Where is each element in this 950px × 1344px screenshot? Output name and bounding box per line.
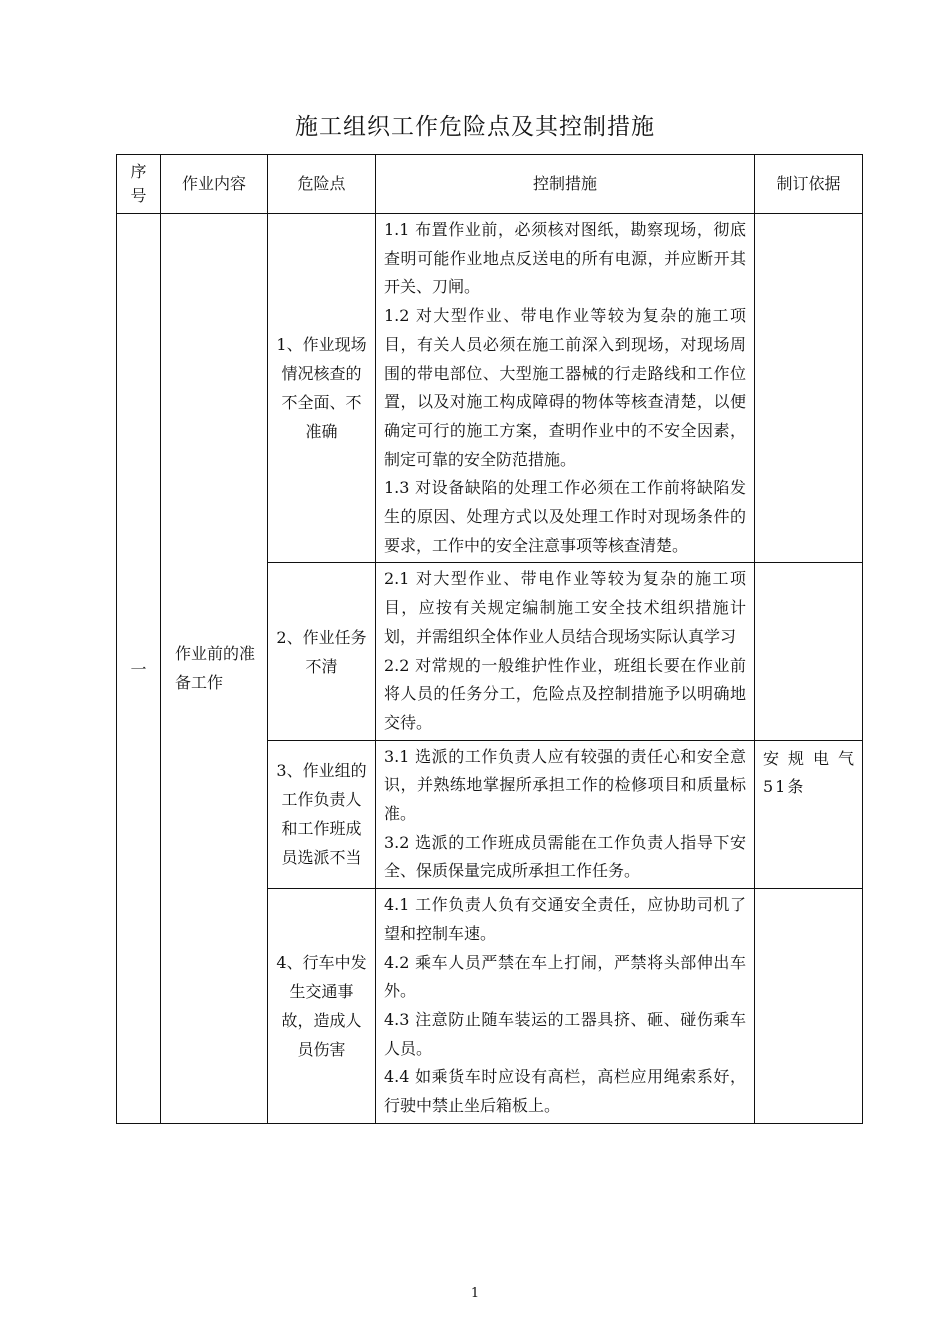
measure-item: 4.1 工作负责人负有交通安全责任，应协助司机了望和控制车速。 <box>384 895 746 943</box>
measure-item: 2.2 对常规的一般维护性作业，班组长要在作业前将人员的任务分工，危险点及控制措施予以明确地交待。 <box>384 655 746 732</box>
header-seq-label: 序号 <box>130 162 147 205</box>
measure-item: 1.2 对大型作业、带电作业等较为复杂的施工项目，有关人员必须在施工前深入到现场，对现场周围的带电部位、大型施工器械的行走路线和工作位置，以及对施工构成障碍的物体等核查清楚，以便确定可行的施工方案，查明作业中的不安全因素，制定可靠的安全防范措施。 <box>384 306 746 469</box>
measures-cell <box>376 563 755 740</box>
document-title: 施工组织工作危险点及其控制措施 <box>295 114 655 140</box>
measure-item: 3.1 选派的工作负责人应有较强的责任心和安全意识，并熟练地掌握所承担工作的检修项目和质量标准。 <box>384 746 746 824</box>
hazard-cell: 3、作业组的工作负责人和工作班成员选派不当 <box>268 740 376 889</box>
header-basis: 制订依据 <box>755 155 863 214</box>
measure-item: 4.2 乘车人员严禁在车上打闹，严禁将头部伸出车外。 <box>384 952 746 1001</box>
basis-cell: 安规电气51条 <box>755 740 863 889</box>
page-number: 1 <box>470 1286 480 1301</box>
measure-item: 3.2 选派的工作班成员需能在工作负责人指导下安全、保质保量完成所承担工作任务。 <box>384 832 746 881</box>
measure-item: 1.1 布置作业前，必须核对图纸，勘察现场，彻底查明可能作业地点反送电的所有电源，并应断开其开关、刀闸。 <box>384 220 746 297</box>
measure-item: 4.3 注意防止随车装运的工器具挤、砸、碰伤乘车人员。 <box>384 1009 746 1058</box>
header-content: 作业内容 <box>161 155 268 214</box>
hazard-cell: 4、行车中发生交通事故，造成人员伤害 <box>268 889 376 1124</box>
measures-cell <box>376 740 755 889</box>
section-content: 作业前的准备工作 <box>161 214 268 1124</box>
measure-item: 2.1 对大型作业、带电作业等较为复杂的施工项目，应按有关规定编制施工安全技术组织措施计划，并需组织全体作业人员结合现场实际认真学习 <box>384 569 746 646</box>
hazard-control-table <box>116 154 863 1124</box>
measure-item: 1.3 对设备缺陷的处理工作必须在工作前将缺陷发生的原因、处理方式以及处理工作时对现场条件的要求，工作中的安全注意事项等核查清楚。 <box>384 478 746 555</box>
table-row <box>117 214 863 563</box>
basis-cell <box>755 563 863 740</box>
table-header-row <box>117 155 863 214</box>
measures-cell <box>376 214 755 563</box>
hazard-cell: 2、作业任务不清 <box>268 563 376 740</box>
measure-item: 4.4 如乘货车时应设有高栏，高栏应用绳索系好，行驶中禁止坐后箱板上。 <box>384 1067 746 1116</box>
header-measures: 控制措施 <box>376 155 755 214</box>
measures-cell <box>376 889 755 1124</box>
section-seq: 一 <box>117 214 161 1124</box>
header-hazard: 危险点 <box>268 155 376 214</box>
header-seq <box>117 155 161 214</box>
basis-cell <box>755 889 863 1124</box>
basis-cell <box>755 214 863 563</box>
hazard-cell: 1、作业现场情况核查的不全面、不准确 <box>268 214 376 563</box>
